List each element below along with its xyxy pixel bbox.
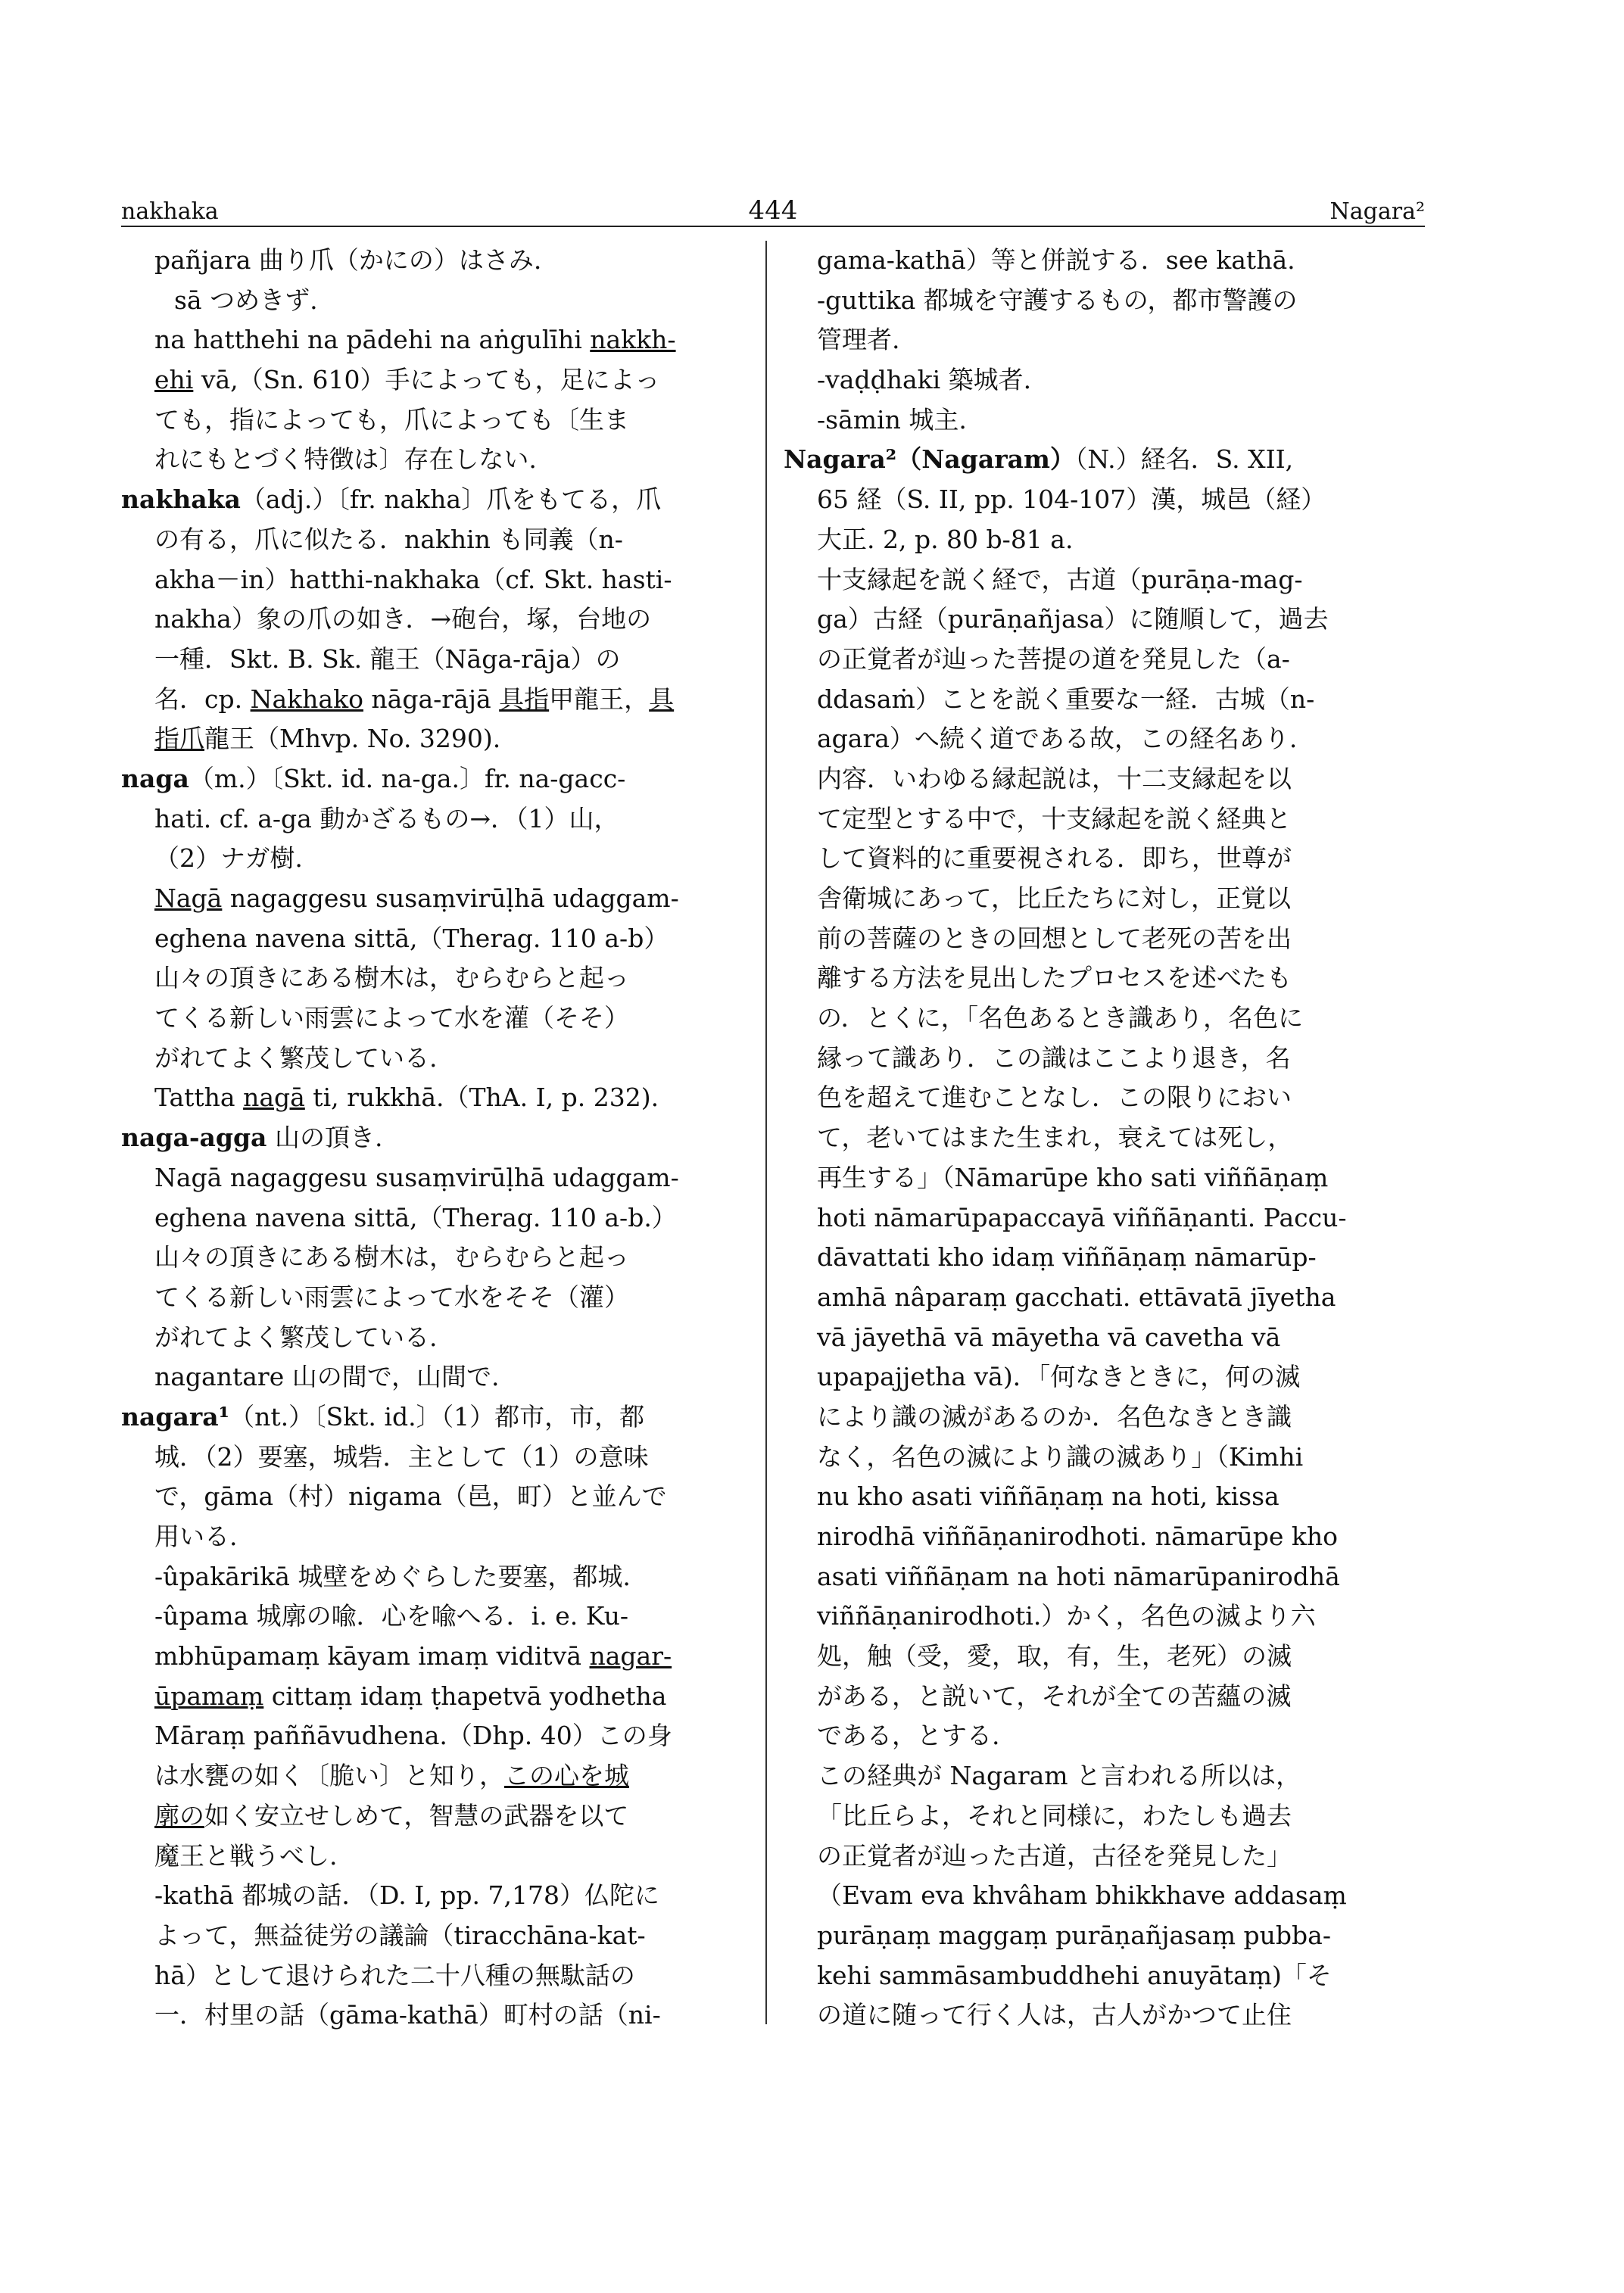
text-line xyxy=(784,1078,1426,1118)
text-segment: 如く安立せしめて，智慧の武器を以て xyxy=(204,1800,629,1830)
text-segment: ūpamaṃ xyxy=(154,1681,264,1711)
text-line xyxy=(784,680,1426,720)
text-line xyxy=(784,1238,1426,1278)
text-line xyxy=(121,1477,757,1517)
text-segment: ddasaṁ）ことを説く重要な一経．古城（n- xyxy=(817,684,1315,714)
text-segment: 山々の頂きにある樹木は，むらむらと起っ xyxy=(154,963,629,993)
text-line xyxy=(784,1597,1426,1637)
text-segment: gama-kathā）等と併説する．see kathā. xyxy=(817,245,1295,275)
text-segment: 再生する」（Nāmarūpe kho sati viññāṇaṃ xyxy=(817,1162,1329,1192)
text-segment: vā jāyethā vā māyetha vā cavetha vā xyxy=(817,1322,1281,1352)
text-segment: nakha）象の爪の如き．→砲台，塚，台地の xyxy=(154,604,652,634)
text-segment: して資料的に重要視される．即ち，世尊が xyxy=(817,843,1292,874)
text-segment: sā つめきず. xyxy=(174,285,318,315)
text-segment: vā,（Sn. 610）手によっても，足によっ xyxy=(193,365,660,395)
text-segment: てくる新しい雨雲によって水をそそ（灌） xyxy=(154,1282,629,1312)
text-line xyxy=(784,1716,1426,1756)
text-segment: hati. cf. a-ga 動かざるもの→．（1）山， xyxy=(154,803,619,833)
text-segment: -ûpakārikā 城壁をめぐらした要塞，都城. xyxy=(154,1561,631,1591)
text-segment: 「比丘らよ，それと同様に，わたしも過去 xyxy=(817,1800,1292,1830)
text-segment: がある，と説いて，それが全ての苦蘊の滅 xyxy=(817,1681,1292,1711)
text-segment: の正覚者が辿った菩提の道を発見した（a- xyxy=(817,643,1290,674)
text-line xyxy=(784,719,1426,759)
text-line xyxy=(784,1876,1426,1916)
text-segment: 指爪 xyxy=(154,724,204,754)
text-line xyxy=(121,440,757,480)
text-segment: れにもとづく特徴は〕存在しない. xyxy=(154,444,537,475)
text-segment: （2）ナガ樹. xyxy=(154,843,303,874)
text-segment: nirodhā viññāṇanirodhoti. nāmarūpe kho xyxy=(817,1522,1338,1551)
text-line xyxy=(121,320,757,360)
text-line xyxy=(784,1039,1426,1079)
entry-headword-line xyxy=(121,480,757,520)
text-line xyxy=(784,480,1426,520)
text-line xyxy=(784,600,1426,640)
text-segment: hā）として退けられた二十八種の無駄話の xyxy=(154,1960,635,1990)
text-segment: hoti nāmarūpapaccayā viññāṇanti. Paccu- xyxy=(817,1202,1347,1232)
text-segment: akha－in）hatthi-nakhaka（cf. Skt. hasti- xyxy=(154,564,672,594)
text-segment: 舎衛城にあって，比丘たちに対し，正覚以 xyxy=(817,883,1292,913)
text-line xyxy=(784,1517,1426,1557)
text-line xyxy=(121,799,757,840)
text-segment: agara）へ続く道である故，この経名あり. xyxy=(817,724,1298,754)
header-right-headword: Nagara² xyxy=(1329,198,1425,225)
text-line xyxy=(121,1716,757,1756)
text-segment: 十支縁起を説く経で，古道（purāṇa-mag- xyxy=(817,564,1303,594)
text-segment: 具指 xyxy=(499,684,550,714)
text-segment: なく，名色の滅により識の滅あり」（Kimhi xyxy=(817,1441,1304,1472)
text-segment: （m.）〔Skt. id. na-ga.〕fr. na-gacc- xyxy=(189,763,626,793)
text-segment: nagantare 山の間で，山間で. xyxy=(154,1362,500,1392)
text-line xyxy=(784,1158,1426,1198)
text-segment: （N.）経名．S. XII, xyxy=(1074,444,1294,475)
text-segment: の道に随って行く人は，古人がかつて止住 xyxy=(817,2000,1292,2030)
text-segment: 一．村里の話（gāma-kathā）町村の話（ni- xyxy=(154,2000,661,2030)
text-line xyxy=(784,879,1426,919)
text-line xyxy=(121,1756,757,1796)
text-segment: Nagā nagaggesu susaṃvirūḷhā udaggam- xyxy=(154,1162,679,1192)
text-line xyxy=(784,1477,1426,1517)
text-segment: amhā nâparaṃ gacchati. ettāvatā jīyetha xyxy=(817,1282,1336,1312)
text-segment: nagā xyxy=(243,1083,305,1113)
text-segment: の正覚者が辿った古道，古径を発見した」 xyxy=(817,1840,1292,1871)
text-line xyxy=(121,360,757,400)
text-segment: 城．（2）要塞，城砦．主として（1）の意味 xyxy=(154,1441,649,1472)
text-line xyxy=(121,560,757,600)
text-line xyxy=(784,1278,1426,1318)
text-segment: てくる新しい雨雲によって水を灌（そそ） xyxy=(154,1003,629,1033)
text-line xyxy=(784,1677,1426,1717)
text-line xyxy=(121,1158,757,1198)
text-line xyxy=(784,520,1426,560)
text-segment: て定型とする中で，十支縁起を説く経典と xyxy=(817,803,1292,833)
text-line xyxy=(121,1278,757,1318)
text-segment: がれてよく繁茂している. xyxy=(154,1042,438,1073)
text-segment: na hatthehi na pādehi na aṅgulīhi xyxy=(154,325,591,355)
text-line xyxy=(784,1318,1426,1358)
header-left-headword: nakhaka xyxy=(121,198,219,225)
text-segment: 山々の頂きにある樹木は，むらむらと起っ xyxy=(154,1242,629,1273)
text-line xyxy=(121,241,757,281)
text-segment: 大正. 2, p. 80 b-81 a. xyxy=(817,524,1074,554)
text-segment: nāga-rājā xyxy=(363,684,500,714)
text-line xyxy=(121,1916,757,1956)
text-segment: nakhaka xyxy=(121,484,241,515)
text-line xyxy=(121,680,757,720)
text-segment: は水甕の如く〔脆い〕と知り， xyxy=(154,1761,504,1791)
text-segment: asati viññāṇam na hoti nāmarūpanirodhā xyxy=(817,1561,1340,1591)
text-segment: 一種．Skt. B. Sk. 龍王（Nāga-rāja）の xyxy=(154,643,621,674)
text-line xyxy=(784,640,1426,680)
text-line xyxy=(121,1517,757,1557)
text-segment: 色を超えて進むことなし．この限りにおい xyxy=(817,1083,1292,1113)
text-line xyxy=(121,1318,757,1358)
text-line xyxy=(121,1637,757,1677)
text-segment: 前の菩薩のときの回想として老死の苦を出 xyxy=(817,923,1292,953)
text-line xyxy=(121,1357,757,1397)
text-segment: pañjara 曲り爪（かにの）はさみ. xyxy=(154,245,542,275)
text-line xyxy=(784,360,1426,400)
text-segment: Nakhako xyxy=(250,684,363,714)
text-line xyxy=(121,600,757,640)
text-line xyxy=(784,1956,1426,1996)
text-segment: nu kho asati viññāṇaṃ na hoti, kissa xyxy=(817,1481,1280,1512)
text-segment: 名．cp. xyxy=(154,684,251,714)
text-line xyxy=(784,1118,1426,1158)
text-line xyxy=(784,400,1426,441)
text-line xyxy=(121,1796,757,1837)
text-segment: dāvattati kho idaṃ viññāṇaṃ nāmarūp- xyxy=(817,1242,1317,1273)
text-segment: eghena navena sittā,（Therag. 110 a-b） xyxy=(154,923,669,953)
text-line xyxy=(784,1916,1426,1956)
text-segment: 廓の xyxy=(154,1800,204,1830)
text-segment: Māraṃ paññāvudhena.（Dhp. 40）この身 xyxy=(154,1721,672,1751)
text-line xyxy=(121,919,757,959)
text-segment: kehi sammāsambuddhehi anuyātaṃ)「そ xyxy=(817,1960,1332,1990)
text-segment: の．とくに，「名色あるとき識あり，名色に xyxy=(817,1003,1304,1033)
text-segment: naga xyxy=(121,763,189,793)
text-line xyxy=(784,560,1426,600)
text-segment: （Evam eva khvâham bhikkhave addasaṃ xyxy=(817,1880,1347,1911)
text-segment: nakkh- xyxy=(590,325,676,355)
text-segment: 山の頂き. xyxy=(267,1123,383,1153)
text-line xyxy=(784,839,1426,879)
text-line xyxy=(121,1837,757,1877)
text-line xyxy=(121,1238,757,1278)
text-line xyxy=(784,1796,1426,1837)
running-header xyxy=(121,192,1425,230)
text-segment: 処，触（受，愛，取，有，生，老死）の滅 xyxy=(817,1641,1292,1671)
text-line xyxy=(784,1357,1426,1397)
text-line xyxy=(121,958,757,999)
text-segment: で，gāma（村）nigama（邑，町）と並んで xyxy=(154,1481,667,1512)
text-segment: cittaṃ idaṃ ṭhapetvā yodhetha xyxy=(263,1681,667,1711)
text-line xyxy=(121,1557,757,1597)
text-segment: である，とする. xyxy=(817,1721,1000,1751)
entry-headword-line xyxy=(784,440,1426,480)
text-segment: （adj.）〔fr. nakha〕爪をもてる，爪 xyxy=(240,484,662,515)
text-line xyxy=(121,520,757,560)
text-segment: 65 経（S. II, pp. 104-107）漢，城邑（経） xyxy=(817,484,1326,515)
text-segment: 魔王と戦うべし. xyxy=(154,1840,338,1871)
text-line xyxy=(784,1557,1426,1597)
text-segment: viññāṇanirodhoti.）かく，名色の滅より六 xyxy=(817,1601,1316,1631)
text-line xyxy=(121,1677,757,1717)
text-segment: -sāmin 城主. xyxy=(817,404,967,435)
text-line xyxy=(121,839,757,879)
text-line xyxy=(784,1837,1426,1877)
text-segment: purāṇaṃ maggaṃ purāṇañjasaṃ pubba- xyxy=(817,1920,1331,1950)
text-line xyxy=(784,1397,1426,1438)
text-line xyxy=(784,281,1426,321)
text-line xyxy=(121,719,757,759)
text-line xyxy=(121,1198,757,1238)
text-segment: nagara¹ xyxy=(121,1401,230,1432)
text-segment: この経典が Nagaram と言われる所以は， xyxy=(817,1761,1301,1791)
column-divider xyxy=(765,241,767,2024)
text-segment: -guttika 都城を守護するもの，都市警護の xyxy=(817,285,1298,315)
text-segment: ehi xyxy=(154,365,194,395)
entry-headword-line xyxy=(121,759,757,799)
text-line xyxy=(784,1995,1426,2036)
text-line xyxy=(784,759,1426,799)
text-segment: 用いる. xyxy=(154,1522,238,1551)
text-line xyxy=(121,1438,757,1478)
text-line xyxy=(121,1876,757,1916)
text-segment: -ûpama 城廓の喩．心を喩へる．i. e. Ku- xyxy=(154,1601,629,1631)
text-segment: の有る，爪に似たる．nakhin も同義（n- xyxy=(154,524,623,554)
page-number: 444 xyxy=(748,195,798,226)
text-line xyxy=(784,999,1426,1039)
text-segment: 龍王（Mhvp. No. 3290). xyxy=(204,724,501,754)
text-line xyxy=(784,1756,1426,1796)
text-segment: よって，無益徒労の議論（tiracchāna-kat- xyxy=(154,1920,646,1950)
text-line xyxy=(121,879,757,919)
text-line xyxy=(784,799,1426,840)
text-line xyxy=(784,241,1426,281)
text-segment: ga）古経（purāṇañjasa）に随順して，過去 xyxy=(817,604,1329,634)
text-segment: Tattha xyxy=(154,1083,244,1113)
text-line xyxy=(121,400,757,441)
text-segment: て，老いてはまた生まれ，衰えては死し， xyxy=(817,1123,1293,1153)
text-segment: mbhūpamaṃ kāyam imaṃ viditvā xyxy=(154,1641,590,1671)
text-segment: naga-agga xyxy=(121,1123,267,1153)
text-line xyxy=(121,640,757,680)
text-segment: 具 xyxy=(649,684,675,714)
entry-headword-line xyxy=(121,1397,757,1438)
text-segment: Nagā xyxy=(154,883,223,913)
text-segment: がれてよく繁茂している. xyxy=(154,1322,438,1352)
text-line xyxy=(121,1995,757,2036)
text-line xyxy=(121,1956,757,1996)
right-column xyxy=(784,241,1426,2036)
text-segment: upapajjetha vā)．「何なきときに，何の滅 xyxy=(817,1362,1301,1392)
text-segment: 甲龍王， xyxy=(549,684,650,714)
text-segment: により識の滅があるのか．名色なきとき識 xyxy=(817,1401,1292,1432)
text-segment: （nt.）〔Skt. id.〕（1）都市，市，都 xyxy=(229,1401,645,1432)
text-line xyxy=(784,919,1426,959)
text-segment: 縁って識あり．この識はここより退き，名 xyxy=(817,1042,1291,1073)
text-segment: ても，指によっても，爪によっても〔生ま xyxy=(154,404,629,435)
header-rule xyxy=(121,226,1425,227)
text-segment: 内容．いわゆる縁起説は，十二支縁起を以 xyxy=(817,763,1292,793)
text-line xyxy=(784,1198,1426,1238)
text-line xyxy=(784,1438,1426,1478)
text-segment: -vaḍḍhaki 築城者. xyxy=(817,365,1032,395)
text-line xyxy=(121,1078,757,1118)
text-segment: 離する方法を見出したプロセスを述べたも xyxy=(817,963,1292,993)
text-segment: この心を城 xyxy=(504,1761,629,1791)
text-segment: nagaggesu susaṃvirūḷhā udaggam- xyxy=(222,883,679,913)
text-segment: -kathā 都城の話．（D. I, pp. 7,178）仏陀に xyxy=(154,1880,659,1911)
text-segment: ti, rukkhā.（ThA. I, p. 232). xyxy=(304,1083,659,1113)
left-column xyxy=(121,241,757,2036)
text-line xyxy=(121,281,757,321)
text-segment: 管理者. xyxy=(817,325,900,355)
text-line xyxy=(784,958,1426,999)
text-line xyxy=(121,999,757,1039)
text-segment: nagar- xyxy=(589,1641,672,1671)
text-line xyxy=(784,1637,1426,1677)
text-line xyxy=(784,320,1426,360)
text-segment: eghena navena sittā,（Therag. 110 a-b.） xyxy=(154,1202,677,1232)
text-line xyxy=(121,1597,757,1637)
text-segment: Nagara²（Nagaram） xyxy=(784,444,1075,475)
entry-headword-line xyxy=(121,1118,757,1158)
text-line xyxy=(121,1039,757,1079)
